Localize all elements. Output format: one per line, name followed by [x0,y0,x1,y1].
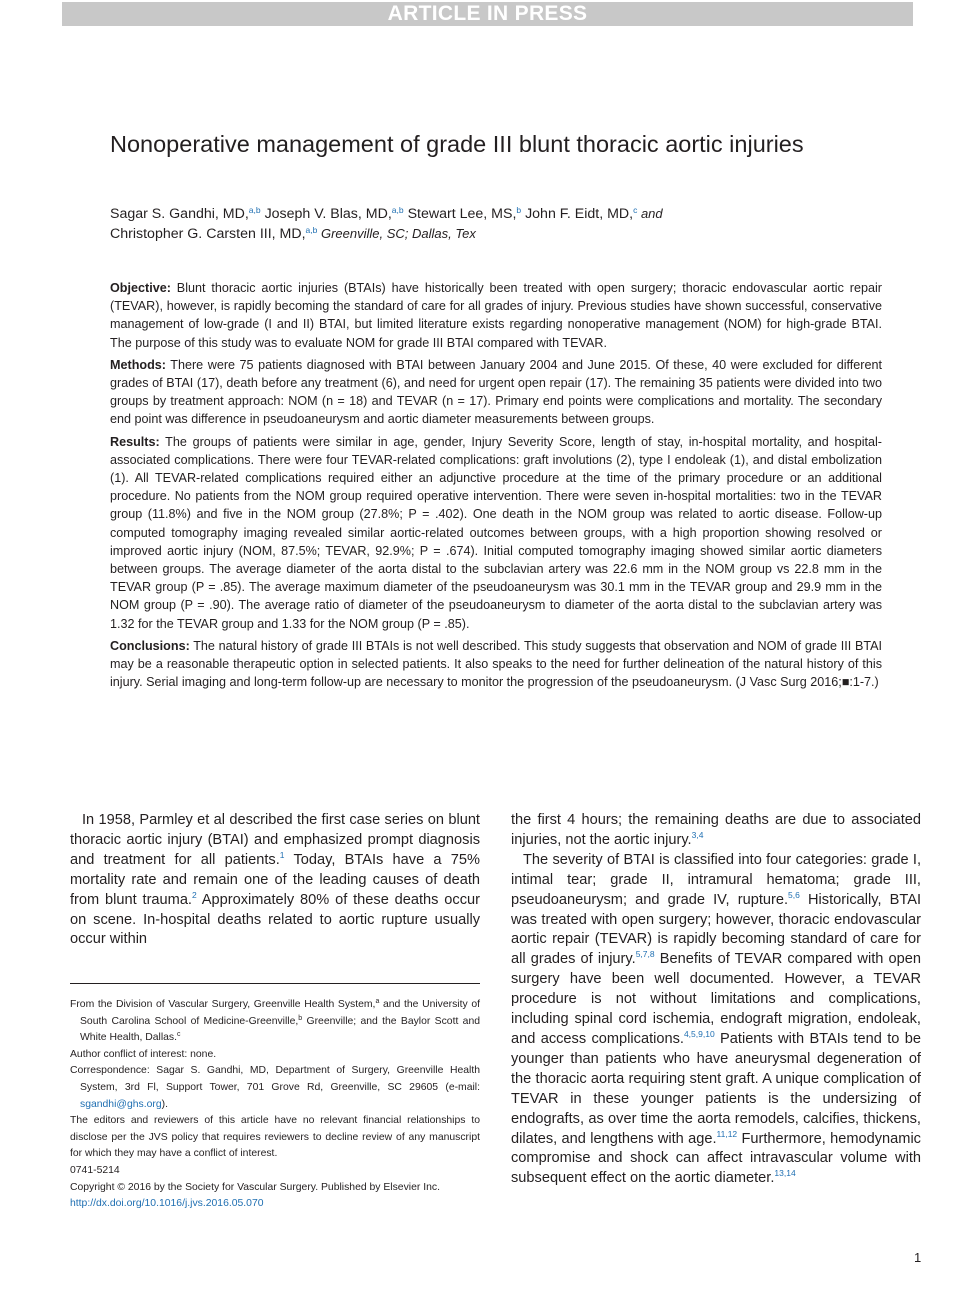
footnote-issn: 0741-5214 [70,1164,120,1176]
author-location: Greenville, SC; Dallas, Tex [317,226,476,241]
affiliation-marker[interactable]: b [516,205,522,215]
body-text: Today, BTAIs have a 75% mortality rate and remain one of the leading causes of death from blunt trauma. [70,851,481,908]
abstract-objective [110,279,882,352]
citation-link[interactable]: 2 [191,889,197,900]
citation-link[interactable]: 5,7,8 [635,949,655,960]
affiliation-marker[interactable]: c [633,205,638,215]
body-text: the first 4 hours; the remaining deaths are due to associated injuries, not the aortic injury. [511,812,921,848]
abstract [110,279,882,695]
footnote-text: ). [161,1098,168,1110]
affiliation-marker: b [298,1014,303,1022]
footnote-copyright: Copyright © 2016 by the Society for Vascular Surgery. Published by Elsevier Inc. [70,1181,440,1193]
citation-link[interactable]: 4,5,9,10 [683,1028,715,1039]
author-conjunction: and [637,206,663,221]
email-link[interactable]: sgandhi@ghs.org [80,1098,162,1110]
citation-link[interactable]: 1 [279,849,285,860]
footnote-divider [70,983,480,984]
section-label: Methods: [110,357,166,372]
body-paragraph [70,811,480,950]
affiliation-marker: c [177,1031,181,1039]
section-text: Blunt thoracic aortic injuries (BTAIs) have historically been treated with open surgery; thoracic endovascular aortic repair (TEVAR), however, is rapidly becoming the standard of care for all grades of injury. Previous studies have shown successful, conservative management of low-grade (I and II) BTAI, but limited literature exists regarding nonoperative management (NOM) for high-grade BTAI. The purpose of this study was to evaluate NOM for grade III BTAI compared with TEVAR. [110,281,882,350]
body-paragraph [511,811,921,851]
body-text: Furthermore, hemodynamic compromise and shock can affect intravascular volume with subsequent effect on the aortic diameter. [511,1130,921,1187]
article-title: Nonoperative management of grade III blunt thoracic aortic injuries [110,131,804,157]
body-text: In 1958, Parmley et al described the first case series on blunt thoracic aortic injury (BTAI) and emphasized prompt diagnosis and treatment for all patients. [70,812,480,868]
section-text: There were 75 patients diagnosed with BTAI between January 2004 and June 2015. Of these, 40 were excluded for different grades of BTAI (17), death before any treatment (6), and need for urgent open repair (17). The remaining 35 patients were divided into two groups by treatment approach: NOM (n = 18) and TEVAR (n = 17). Primary end points were complications and mortality. The secondary end point was difference in pseudoaneurysm and aortic diameter measurements between groups. [110,357,882,427]
affiliation-marker[interactable]: a,b [391,205,404,215]
affiliation-marker: a [375,998,380,1005]
section-label: Conclusions: [110,638,190,653]
footnote-affiliations [70,997,480,1047]
citation-link[interactable]: 3,4 [691,829,704,840]
abstract-results [110,433,882,633]
abstract-conclusions [110,637,882,692]
doi-link[interactable]: http://dx.doi.org/10.1016/j.jvs.2016.05.070 [70,1198,264,1210]
citation-link[interactable]: 13,14 [774,1168,796,1179]
body-paragraph [511,851,921,1189]
footnote-text: From the Division of Vascular Surgery, Greenville Health System, [70,999,376,1010]
footnotes [70,997,480,1213]
body-column-left [70,811,480,950]
abstract-methods [110,356,882,429]
author-name: John F. Eidt, MD, [521,206,634,222]
article-in-press-banner: ARTICLE IN PRESS [62,2,913,26]
footnote-text: Correspondence: Sagar S. Gandhi, MD, Department of Surgery, Greenville Health System, 3rd Fl, Support Tower, 701 Grove Rd, Greenville, SC 29605 (e-mail: [70,1065,480,1093]
citation-link[interactable]: 11,12 [716,1128,738,1139]
citation-link[interactable]: 5,6 [788,889,800,900]
footnote-text: and the University of South Carolina School of Medicine-Greenville, [80,999,481,1027]
body-text: Approximately 80% of these deaths occur on scene. In-hospital deaths related to aortic rupture usually occur within [70,891,480,948]
body-text: Historically, BTAI was treated with open surgery; however, thoracic endovascular aortic repair (TEVAR) is rapidly becoming standard of care for all grades of injury. [511,891,922,968]
section-label: Results: [110,434,160,449]
affiliation-marker[interactable]: a,b [305,225,318,235]
section-text: The groups of patients were similar in age, gender, Injury Severity Score, length of stay, in-hospital mortality, and hospital-associated complications. There were four TEVAR-related complications: graft involutions (2), type I endoleak (1), and distal embolization (1). All TEVAR-related complications required either an adjunctive procedure at the time of the primary procedure or an additional procedure. No patients from the NOM group required operative intervention. There were seven in-hospital mortalities: two in the TEVAR group (11.8%) and five in the NOM group (27.8%; P = .402). One death in the NOM group was related to aortic disease. Follow-up computed tomography imaging revealed similar aortic-related outcomes between groups, with a high proportion showing resolved or improved aortic injury (NOM, 87.5%; TEVAR, 92.9%; P = .674). Initial computed tomography imaging showed similar aortic diameters between groups. The average diameter of the aorta distal to the subclavian artery was 22.6 mm in the NOM group vs 22.8 mm in the TEVAR group (P = .85). The average maximum diameter of the pseudoaneurysm was 30.1 mm in the TEVAR group and 29.9 mm in the NOM group (P = .90). The average ratio of diameter of the pseudoaneurysm to diameter of the aorta distal to the subclavian artery was 1.32 for the TEVAR group and 1.33 for the NOM group (P = .85). [110,434,882,631]
author-name: Joseph V. Blas, MD, [260,206,392,222]
author-name: Christopher G. Carsten III, MD, [110,226,306,242]
footnote-editors: The editors and reviewers of this article have no relevant financial relationships to disclose per the JVS policy that requires reviewers to decline review of any manuscript for which they may have a conflict of interest. [70,1115,480,1160]
footnote-conflict: Author conflict of interest: none. [70,1048,217,1060]
section-text: The natural history of grade III BTAIs is not well described. This study suggests that observation and NOM of grade III BTAI may be a reasonable therapeutic option in selected patients. It also speaks to the need for further delineation of the natural history of this injury. Serial imaging and long-term follow-up are necessary to monitor the progression of the pseudoaneurysm. (J Vasc Surg 2016;■:1-7.) [110,638,882,690]
author-list [110,204,890,244]
author-name: Stewart Lee, MS, [403,206,517,222]
body-column-right [511,811,921,1189]
body-text: Patients with BTAIs tend to be younger than patients who have aneurysmal degeneration of the thoracic aorta requiring stent graft. A unique complication of TEVAR in these younger patients is the undersizing of endografts, as over time the aorta remodels, calcifies, thickens, dilates, and lengthens with age. [511,1030,921,1147]
author-name: Sagar S. Gandhi, MD, [110,206,249,222]
affiliation-marker[interactable]: a,b [248,205,261,215]
page-number: 1 [914,1250,922,1265]
body-text: Benefits of TEVAR compared with open surgery have been well documented. However, a TEVAR procedure is not without limitations and complications, including spinal cord ischemia, endograft migration, endoleak, and access complications. [511,951,921,1047]
section-label: Objective: [110,281,171,295]
body-text: The severity of BTAI is classified into four categories: grade I, intimal tear; grade II, intramural hematoma; grade III, pseudoaneurysm; and grade IV, rupture. [511,851,921,908]
footnote-correspondence [70,1063,480,1113]
footnote-text: Greenville; and the Baylor Scott and White Health, Dallas. [80,1015,481,1044]
